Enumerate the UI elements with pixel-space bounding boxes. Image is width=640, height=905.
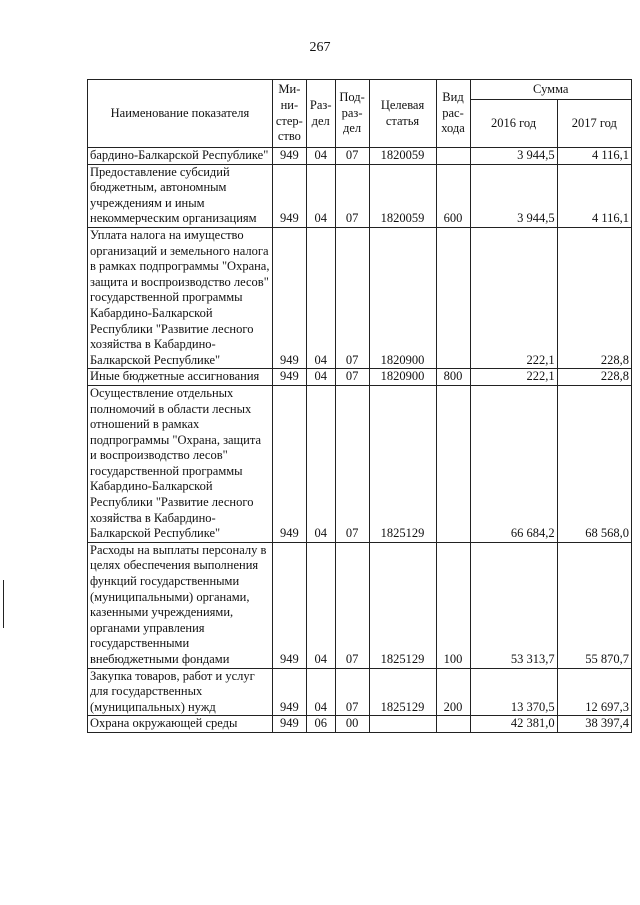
row-section: 04 — [306, 542, 335, 668]
row-2016: 222,1 — [470, 227, 557, 368]
row-name: Уплата налога на имущество организаций и земельного налога в рамках подпрограммы "Охрана, защита и воспроизводство лесов" государственной программы Кабардино-Балкарской Республики "Развитие лесного хозяйства в Кабардино-Балкарской Республике" — [88, 227, 273, 368]
row-2017: 4 116,1 — [557, 148, 631, 165]
row-2017: 228,8 — [557, 369, 631, 386]
budget-table — [87, 79, 632, 733]
row-ministry: 949 — [272, 164, 306, 227]
header-subsection: Под- раз- дел — [335, 80, 369, 148]
row-ministry: 949 — [272, 542, 306, 668]
row-expense-type — [436, 227, 470, 368]
table-row — [88, 227, 632, 368]
row-subsection: 00 — [335, 716, 369, 733]
row-subsection: 07 — [335, 227, 369, 368]
header-target: Целевая статья — [369, 80, 436, 148]
table-row — [88, 716, 632, 733]
row-2016: 3 944,5 — [470, 164, 557, 227]
header-ministry: Ми- ни- стер- ство — [272, 80, 306, 148]
row-expense-type — [436, 385, 470, 542]
header-section: Раз- дел — [306, 80, 335, 148]
row-2017: 4 116,1 — [557, 164, 631, 227]
row-2017: 55 870,7 — [557, 542, 631, 668]
header-2017: 2017 год — [557, 100, 631, 148]
row-2017: 12 697,3 — [557, 668, 631, 716]
row-subsection: 07 — [335, 369, 369, 386]
row-section: 04 — [306, 385, 335, 542]
row-2016: 42 381,0 — [470, 716, 557, 733]
row-2016: 222,1 — [470, 369, 557, 386]
margin-mark — [3, 580, 4, 628]
row-expense-type: 200 — [436, 668, 470, 716]
row-target: 1825129 — [369, 668, 436, 716]
row-section: 04 — [306, 164, 335, 227]
row-target: 1820900 — [369, 227, 436, 368]
header-expense-type: Вид рас- хода — [436, 80, 470, 148]
row-expense-type: 100 — [436, 542, 470, 668]
header-name: Наименование показателя — [88, 80, 273, 148]
table-row — [88, 148, 632, 165]
row-section: 04 — [306, 148, 335, 165]
page-number: 267 — [309, 40, 331, 55]
row-ministry: 949 — [272, 227, 306, 368]
row-expense-type: 600 — [436, 164, 470, 227]
header-2016: 2016 год — [470, 100, 557, 148]
row-name: Предоставление субсидий бюджетным, автономным учреждениям и иным некоммерческим организациям — [88, 164, 273, 227]
header-sum: Сумма — [470, 80, 632, 100]
row-expense-type — [436, 148, 470, 165]
row-2017: 38 397,4 — [557, 716, 631, 733]
row-ministry: 949 — [272, 148, 306, 165]
row-2016: 53 313,7 — [470, 542, 557, 668]
row-section: 06 — [306, 716, 335, 733]
row-name: Осуществление отдельных полномочий в области лесных отношений в рамках подпрограммы "Охрана, защита и воспроизводство лесов" государственной программы Кабардино-Балкарской Республики "Развитие лесного хозяйства в Кабардино-Балкарской Республике" — [88, 385, 273, 542]
row-2016: 3 944,5 — [470, 148, 557, 165]
row-target: 1820059 — [369, 148, 436, 165]
row-ministry: 949 — [272, 385, 306, 542]
row-name: Иные бюджетные ассигнования — [88, 369, 273, 386]
row-subsection: 07 — [335, 542, 369, 668]
row-section: 04 — [306, 227, 335, 368]
row-target: 1820059 — [369, 164, 436, 227]
row-name: Расходы на выплаты персоналу в целях обеспечения выполнения функций государственными (муниципальными) органами, казенными учреждениями, органами управления государственными внебюджетными фондами — [88, 542, 273, 668]
table-row — [88, 385, 632, 542]
row-ministry: 949 — [272, 716, 306, 733]
row-ministry: 949 — [272, 668, 306, 716]
row-target: 1820900 — [369, 369, 436, 386]
row-name: Охрана окружающей среды — [88, 716, 273, 733]
row-subsection: 07 — [335, 164, 369, 227]
row-name: Закупка товаров, работ и услуг для государственных (муниципальных) нужд — [88, 668, 273, 716]
row-ministry: 949 — [272, 369, 306, 386]
table-row — [88, 668, 632, 716]
row-target: 1825129 — [369, 542, 436, 668]
row-2017: 228,8 — [557, 227, 631, 368]
row-expense-type — [436, 716, 470, 733]
row-subsection: 07 — [335, 148, 369, 165]
row-name: бардино-Балкарской Республике" — [88, 148, 273, 165]
row-expense-type: 800 — [436, 369, 470, 386]
row-2016: 66 684,2 — [470, 385, 557, 542]
table-row — [88, 542, 632, 668]
row-subsection: 07 — [335, 385, 369, 542]
row-2016: 13 370,5 — [470, 668, 557, 716]
row-target: 1825129 — [369, 385, 436, 542]
row-section: 04 — [306, 369, 335, 386]
table-row — [88, 164, 632, 227]
row-target — [369, 716, 436, 733]
row-2017: 68 568,0 — [557, 385, 631, 542]
row-subsection: 07 — [335, 668, 369, 716]
table-row — [88, 369, 632, 386]
row-section: 04 — [306, 668, 335, 716]
